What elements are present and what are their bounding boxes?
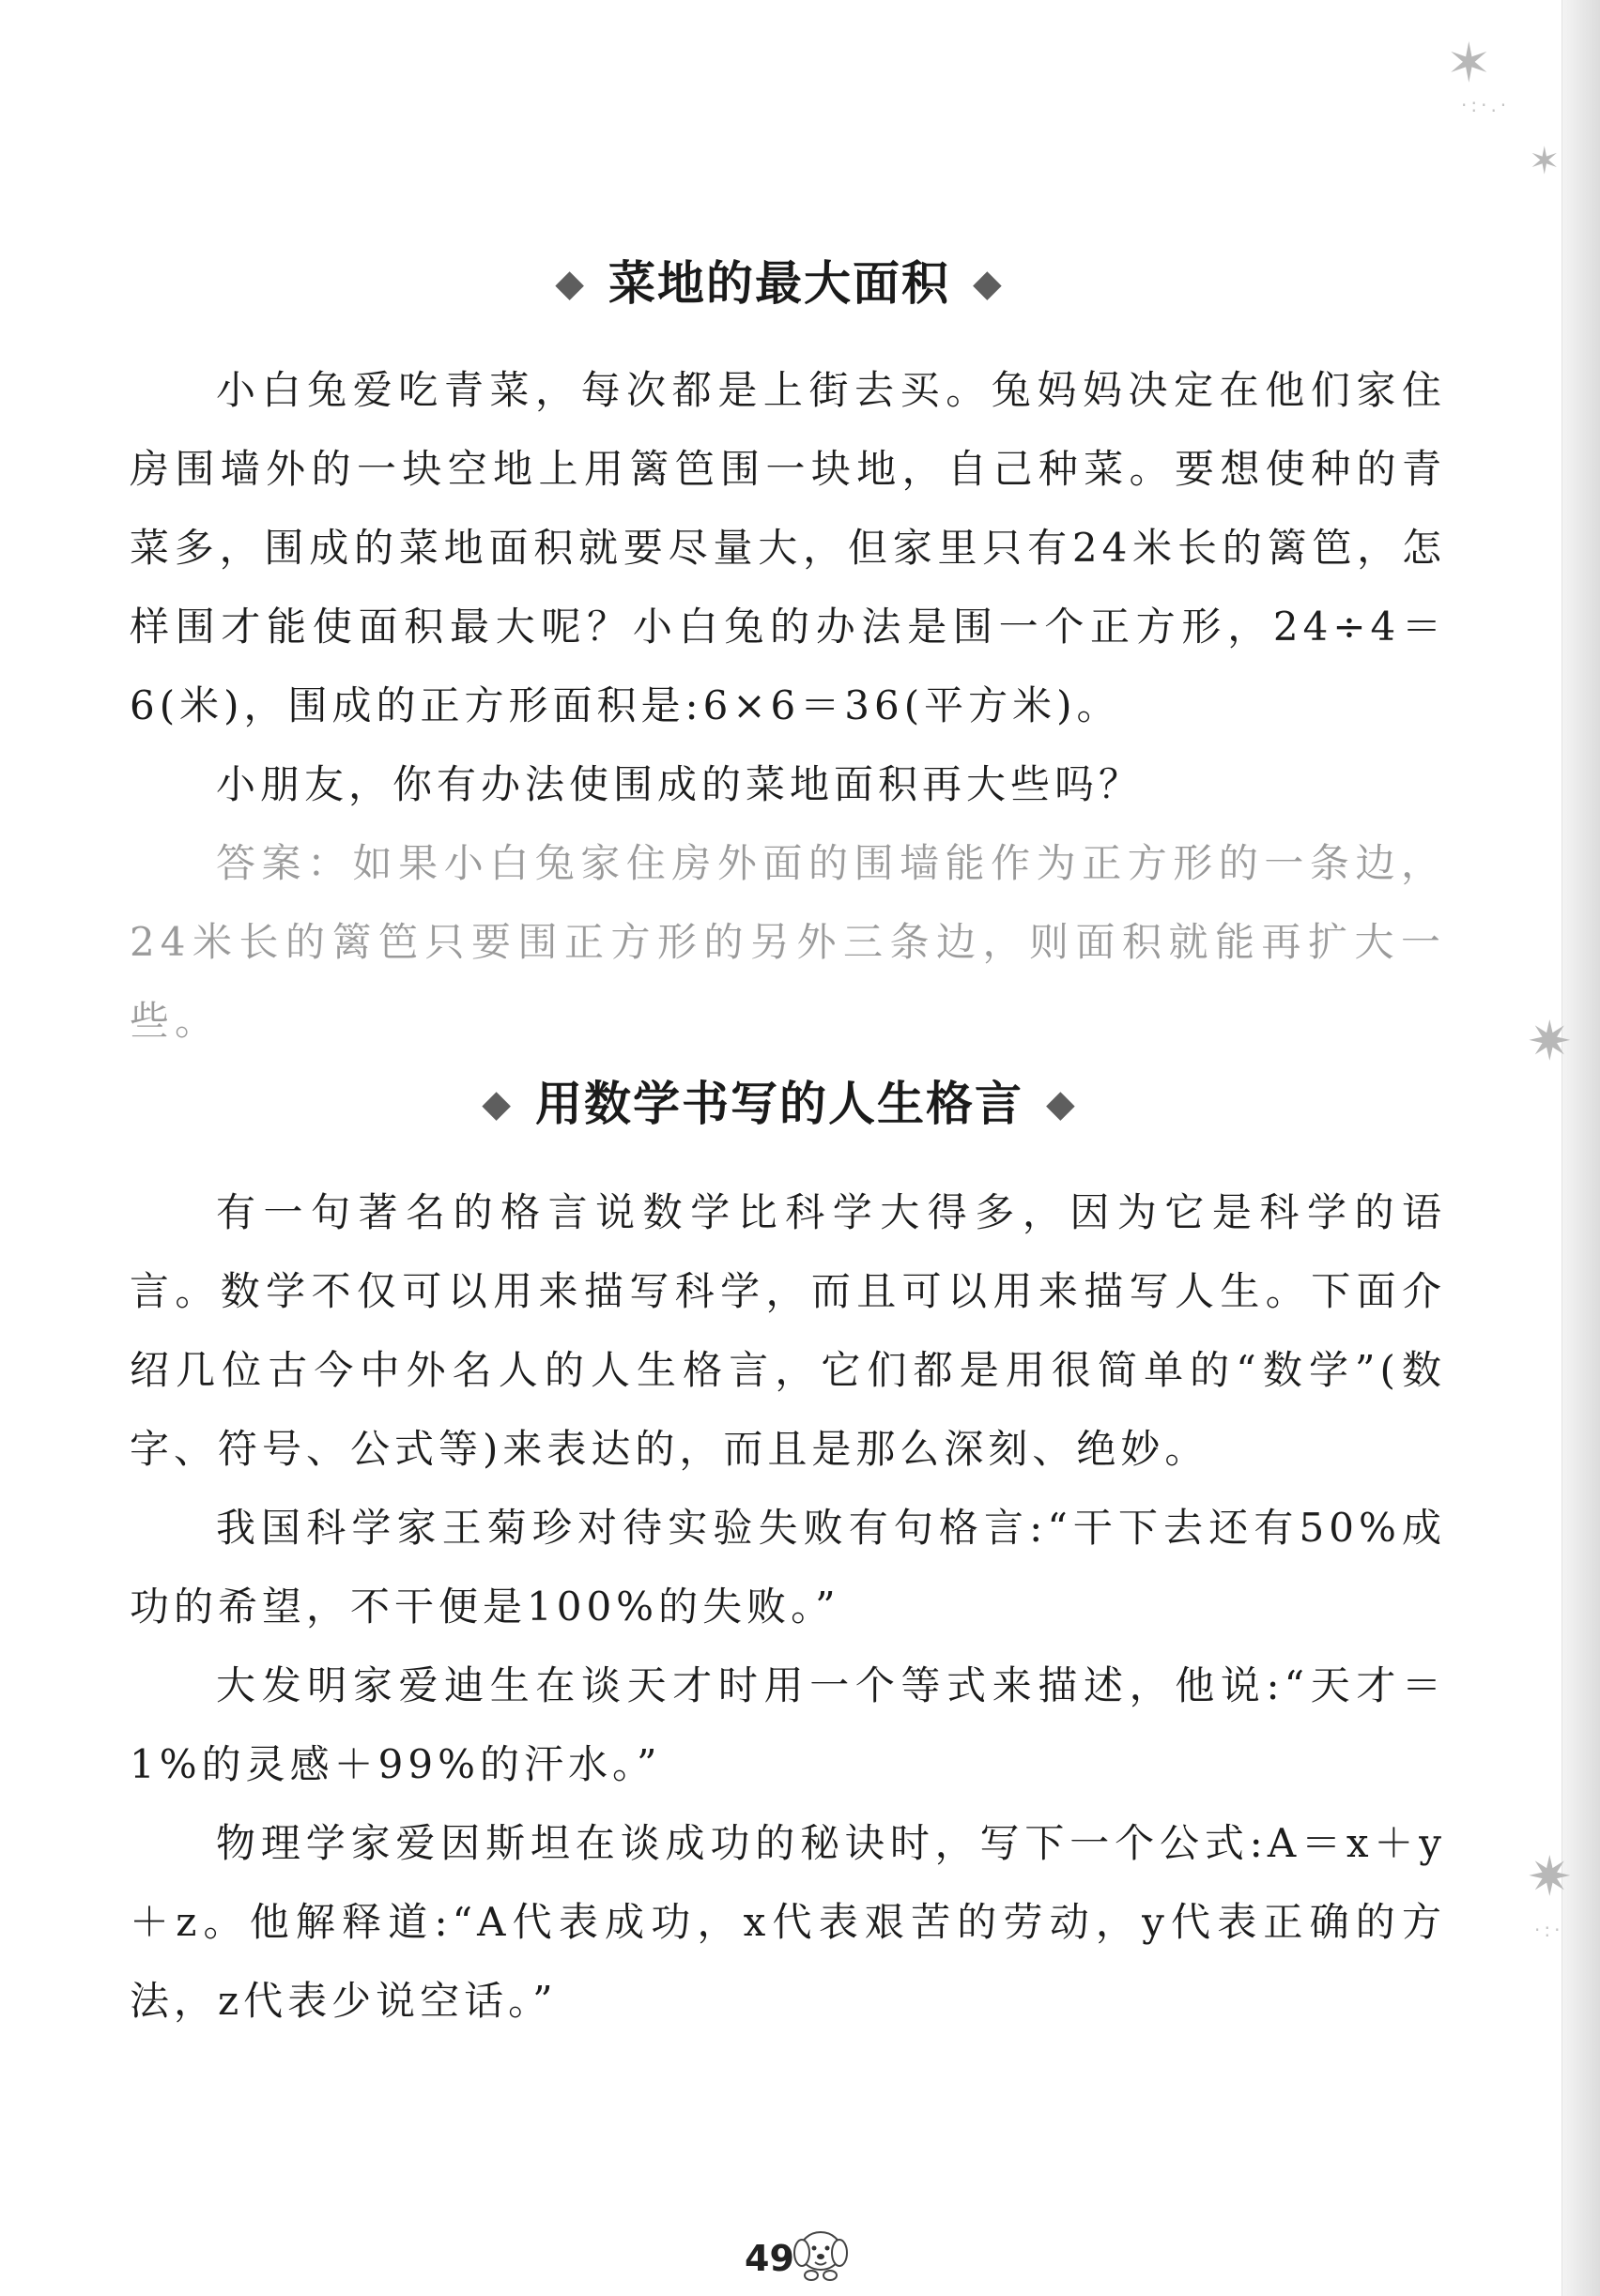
section2-title: 用数学书写的人生格言	[535, 1077, 1023, 1131]
section2-paragraph-4: 物理学家爱因斯坦在谈成功的秘诀时，写下一个公式:A＝x＋y＋z。他解释道:“A代表成功，x代表艰苦的劳动，y代表正确的方法，z代表少说空话。”	[130, 1820, 1446, 2024]
section1-paragraph-1: 小白兔爱吃青菜，每次都是上街去买。兔妈妈决定在他们家住房围墙外的一块空地上用篱笆围一块地，自己种菜。要想使种的青菜多，围成的菜地面积就要尽量大，但家里只有24米长的篱笆，怎样围才能使面积最大呢？小白兔的办法是围一个正方形，24÷4＝6(米)，围成的正方形面积是:6×6＝36(平方米)。	[130, 367, 1446, 728]
sparkle-dots-icon: ·:·.·	[1461, 94, 1511, 116]
star-icon: ✶	[1529, 140, 1561, 183]
star-icon: ✷	[1527, 1844, 1573, 1908]
section2-paragraph-1: 有一句著名的格言说数学比科学大得多，因为它是科学的语言。数学不仅可以用来描写科学，而且可以用来描写人生。下面介绍几位古今中外名人的人生格言，它们都是用很简单的“数学”(数字、符号、公式等)来表达的，而且是那么深刻、绝妙。	[130, 1189, 1446, 1472]
puppy-icon	[787, 2219, 853, 2285]
diamond-icon: ◆	[1046, 1082, 1077, 1125]
section1-answer: 答案：如果小白兔家住房外面的围墙能作为正方形的一条边，24米长的篱笆只要围正方形的另外三条边，则面积就能再扩大一些。	[130, 840, 1446, 1044]
section1-title: 菜地的最大面积	[608, 256, 950, 311]
section2-paragraph-3: 大发明家爱迪生在谈天才时用一个等式来描述，他说:“天才＝1%的灵感＋99%的汗水。”	[130, 1662, 1446, 1787]
star-icon: ✷	[1527, 1009, 1573, 1073]
page-number: 49	[745, 2238, 794, 2279]
diamond-icon: ◆	[555, 262, 586, 305]
section2-heading	[0, 1066, 1559, 1134]
diamond-icon: ◆	[482, 1082, 513, 1125]
sparkle-dots-icon: ·:·	[1534, 1919, 1564, 1941]
diamond-icon: ◆	[973, 262, 1004, 305]
page-edge-strip	[1562, 0, 1600, 2296]
section1-heading	[0, 246, 1559, 314]
section1-paragraph-2: 小朋友，你有办法使围成的菜地面积再大些吗？	[216, 761, 1144, 807]
section2-paragraph-2: 我国科学家王菊珍对待实验失败有句格言:“干下去还有50%成功的希望，不干便是100%的失败。”	[130, 1505, 1446, 1630]
star-icon: ✶	[1446, 31, 1492, 95]
